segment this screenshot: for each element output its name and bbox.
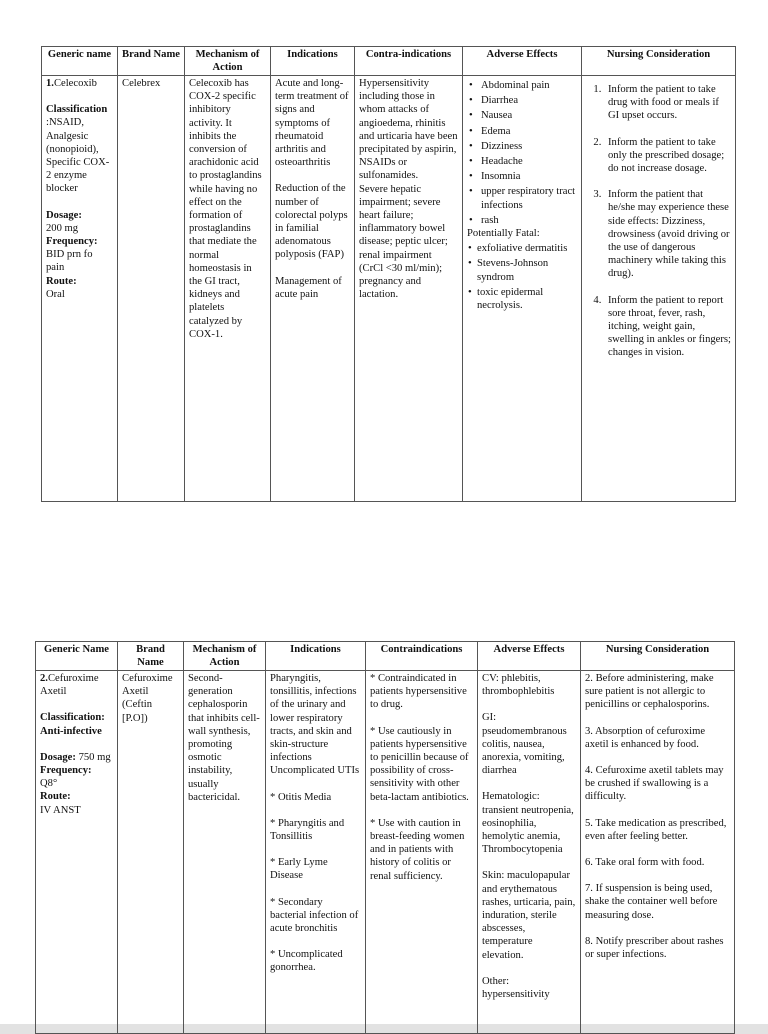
frequency-value: Q8° bbox=[40, 778, 58, 790]
generic-name-cell bbox=[36, 671, 118, 1034]
drug-table-celecoxib bbox=[41, 46, 736, 502]
list-item: 2. Inform the patient to take only the prescribed dosage; do not increase dosage. bbox=[604, 136, 731, 176]
dosage-value: 200 mg bbox=[46, 222, 79, 234]
header-nursing-consideration: Nursing Consideration bbox=[581, 642, 735, 671]
indication-item: * Pharyngitis and Tonsillitis bbox=[270, 817, 345, 843]
frequency-value: BID prn fo pain bbox=[46, 249, 93, 274]
nursing-consideration-cell bbox=[581, 671, 735, 1034]
list-item: • Edema bbox=[481, 125, 577, 138]
nursing-item: 4. Cefuroxime axetil tablets may be crushed if swallowing is a difficulty. bbox=[585, 765, 724, 803]
nursing-item: 3. Absorption of cefuroxime axetil is enhanced by food. bbox=[585, 725, 706, 750]
list-item: • Abdominal pain bbox=[481, 79, 577, 92]
list-item: • exfoliative dermatitis bbox=[477, 242, 577, 255]
list-item: • Stevens-Johnson syndrom bbox=[477, 257, 577, 283]
header-adverse-effects: Adverse Effects bbox=[463, 47, 582, 76]
route-value: IV ANST bbox=[40, 804, 81, 816]
indication-item: Reduction of the number of colorectal polyps in familial adenomatous polyposis (FAP) bbox=[275, 183, 348, 261]
adverse-effect-item: Skin: maculopapular and erythematous rashes, urticaria, pain, induration, sterile abscesses, temperature elevation. bbox=[482, 870, 576, 961]
list-item: • Nausea bbox=[481, 109, 577, 122]
drug-number: 1. bbox=[46, 78, 54, 89]
indications-cell bbox=[271, 76, 355, 502]
indication-item: * Otitis Media bbox=[270, 791, 332, 803]
header-mechanism: Mechanism of Action bbox=[185, 47, 271, 76]
list-item: • Dizziness bbox=[481, 140, 577, 153]
drug-number: 2. bbox=[40, 673, 48, 684]
nursing-item: 7. If suspension is being used, shake the container well before measuring dose. bbox=[585, 883, 718, 921]
adverse-effects-cell bbox=[478, 671, 581, 1034]
drug-generic-name: Cefuroxime Axetil bbox=[40, 673, 99, 698]
indication-item: Acute and long-term treatment of signs and symptoms of rheumatoid arthritis and osteoarthritis bbox=[275, 78, 349, 169]
classification-label: Classification: Anti-infective bbox=[40, 712, 105, 737]
drug-table-cefuroxime bbox=[35, 641, 735, 1034]
header-indications: Indications bbox=[271, 47, 355, 76]
brand-name-cell: Celebrex bbox=[118, 76, 185, 502]
indication-item: * Early Lyme Disease bbox=[270, 857, 328, 882]
adverse-effects-list bbox=[467, 79, 577, 227]
header-nursing-consideration: Nursing Consideration bbox=[582, 47, 736, 76]
route-value: Oral bbox=[46, 288, 65, 300]
header-contraindications: Contra-indications bbox=[355, 47, 463, 76]
route-label: Route: bbox=[46, 275, 77, 287]
brand-name-cell: Cefuroxime Axetil (Ceftin [P.O]) bbox=[118, 671, 184, 1034]
table-row bbox=[42, 76, 736, 502]
table-row bbox=[36, 671, 735, 1034]
dosage-label: Dosage: bbox=[40, 751, 76, 763]
drug-generic-name: Celecoxib bbox=[53, 78, 97, 89]
list-item: • upper respiratory tract infections bbox=[481, 185, 577, 211]
contraindications-cell bbox=[366, 671, 478, 1034]
frequency-label: Frequency: bbox=[46, 236, 98, 248]
adverse-effect-item: GI: pseudomembranous colitis, nausea, anorexia, vomiting, diarrhea bbox=[482, 712, 567, 777]
indications-cell bbox=[266, 671, 366, 1034]
route-label: Route: bbox=[40, 791, 71, 803]
contraindication-item: Hypersensitivity including those in whom attacks of angioedema, rhinitis and urticaria have been precipitated by aspirin, NSAIDs or sulfonamides. bbox=[359, 78, 458, 182]
indication-item: * Secondary bacterial infection of acute bronchitis bbox=[270, 896, 359, 935]
list-item: • Insomnia bbox=[481, 170, 577, 183]
mechanism-cell: Celecoxib has COX-2 specific inhibitory activity. It inhibits the conversion of arachidonic acid to prostaglandins while having no effect on the formation of prostaglandins that mediate the normal homeostasis in the GI tract, kidneys and platelets catalyzed by COX-1. bbox=[185, 76, 271, 502]
nursing-item: 8. Notify prescriber about rashes or super infections. bbox=[585, 935, 724, 961]
table-header-row bbox=[42, 47, 736, 76]
header-indications: Indications bbox=[266, 642, 366, 671]
list-item: • toxic epidermal necrolysis. bbox=[477, 286, 577, 312]
frequency-label: Frequency: bbox=[40, 765, 92, 777]
indication-item: Management of acute pain bbox=[275, 275, 342, 300]
header-contraindications: Contraindications bbox=[366, 642, 478, 671]
header-generic-name: Generic name bbox=[42, 47, 118, 76]
list-item: 1. Inform the patient to take drug with food or meals if GI upset occurs. bbox=[604, 83, 731, 123]
table-header-row bbox=[36, 642, 735, 671]
adverse-effect-item: Other: hypersensitivity bbox=[482, 975, 550, 1001]
contraindication-item: * Use with caution in breast-feeding women and in patients with history of colitis or renal sufficiency. bbox=[370, 817, 465, 882]
list-item: 4. Inform the patient to report sore throat, fever, rash, itching, weight gain, swelling in ankles or fingers; changes in vision. bbox=[604, 294, 731, 360]
list-item: • Headache bbox=[481, 155, 577, 168]
mechanism-cell: Second-generation cephalosporin that inhibits cell-wall synthesis, promoting osmotic instability, usually bactericidal. bbox=[184, 671, 266, 1034]
potentially-fatal-list bbox=[467, 242, 577, 312]
header-brand-name: Brand Name bbox=[118, 47, 185, 76]
potentially-fatal-label: Potentially Fatal: bbox=[467, 228, 540, 240]
nursing-item: 6. Take oral form with food. bbox=[585, 857, 705, 869]
nursing-list bbox=[586, 83, 731, 360]
classification-label: Classification bbox=[46, 104, 108, 116]
dosage-label: Dosage: bbox=[46, 209, 82, 221]
dosage-value: 750 mg bbox=[78, 751, 111, 763]
contraindication-item: Severe hepatic impairment; severe heart failure; inflammatory bowel disease; peptic ulcer; renal impairment (CrCl <30 ml/min); pregnancy and lactation. bbox=[359, 183, 448, 301]
nursing-item: 2. Before administering, make sure patient is not allergic to penicillins or cephalosporins. bbox=[585, 673, 714, 711]
header-mechanism: Mechanism of Action bbox=[184, 642, 266, 671]
nursing-item: 5. Take medication as prescribed, even after feeling better. bbox=[585, 817, 727, 842]
adverse-effect-item: CV: phlebitis, thrombophlebitis bbox=[482, 673, 555, 698]
indication-item: * Uncomplicated gonorrhea. bbox=[270, 949, 343, 974]
adverse-effect-item: Hematologic: transient neutropenia, eosinophilia, hemolytic anemia, Thrombocytopenia bbox=[482, 791, 574, 856]
contraindication-item: * Use cautiously in patients hypersensitive to penicillin because of possibility of cross-sensitivity with other beta-lactam antibiotics. bbox=[370, 725, 469, 803]
header-brand-name: Brand Name bbox=[118, 642, 184, 671]
adverse-effects-cell bbox=[463, 76, 582, 502]
contraindications-cell bbox=[355, 76, 463, 502]
indication-item: Pharyngitis, tonsillitis, infections of the urinary and lower respiratory tracts, and skin and skin-structure infections Uncomplicated UTIs bbox=[270, 673, 360, 777]
generic-name-cell bbox=[42, 76, 118, 502]
contraindication-item: * Contraindicated in patients hypersensitive to drug. bbox=[370, 673, 467, 711]
list-item: 3. Inform the patient that he/she may experience these side effects: Dizziness, drowsiness (avoid driving or the use of dangerous machinery while taking this drug). bbox=[604, 188, 731, 280]
list-item: • Diarrhea bbox=[481, 94, 577, 107]
list-item: • rash bbox=[481, 214, 577, 227]
header-generic-name: Generic Name bbox=[36, 642, 118, 671]
classification-value: :NSAID, Analgesic (nonopioid), Specific COX-2 enzyme blocker bbox=[46, 117, 110, 195]
header-adverse-effects: Adverse Effects bbox=[478, 642, 581, 671]
nursing-consideration-cell bbox=[582, 76, 736, 502]
